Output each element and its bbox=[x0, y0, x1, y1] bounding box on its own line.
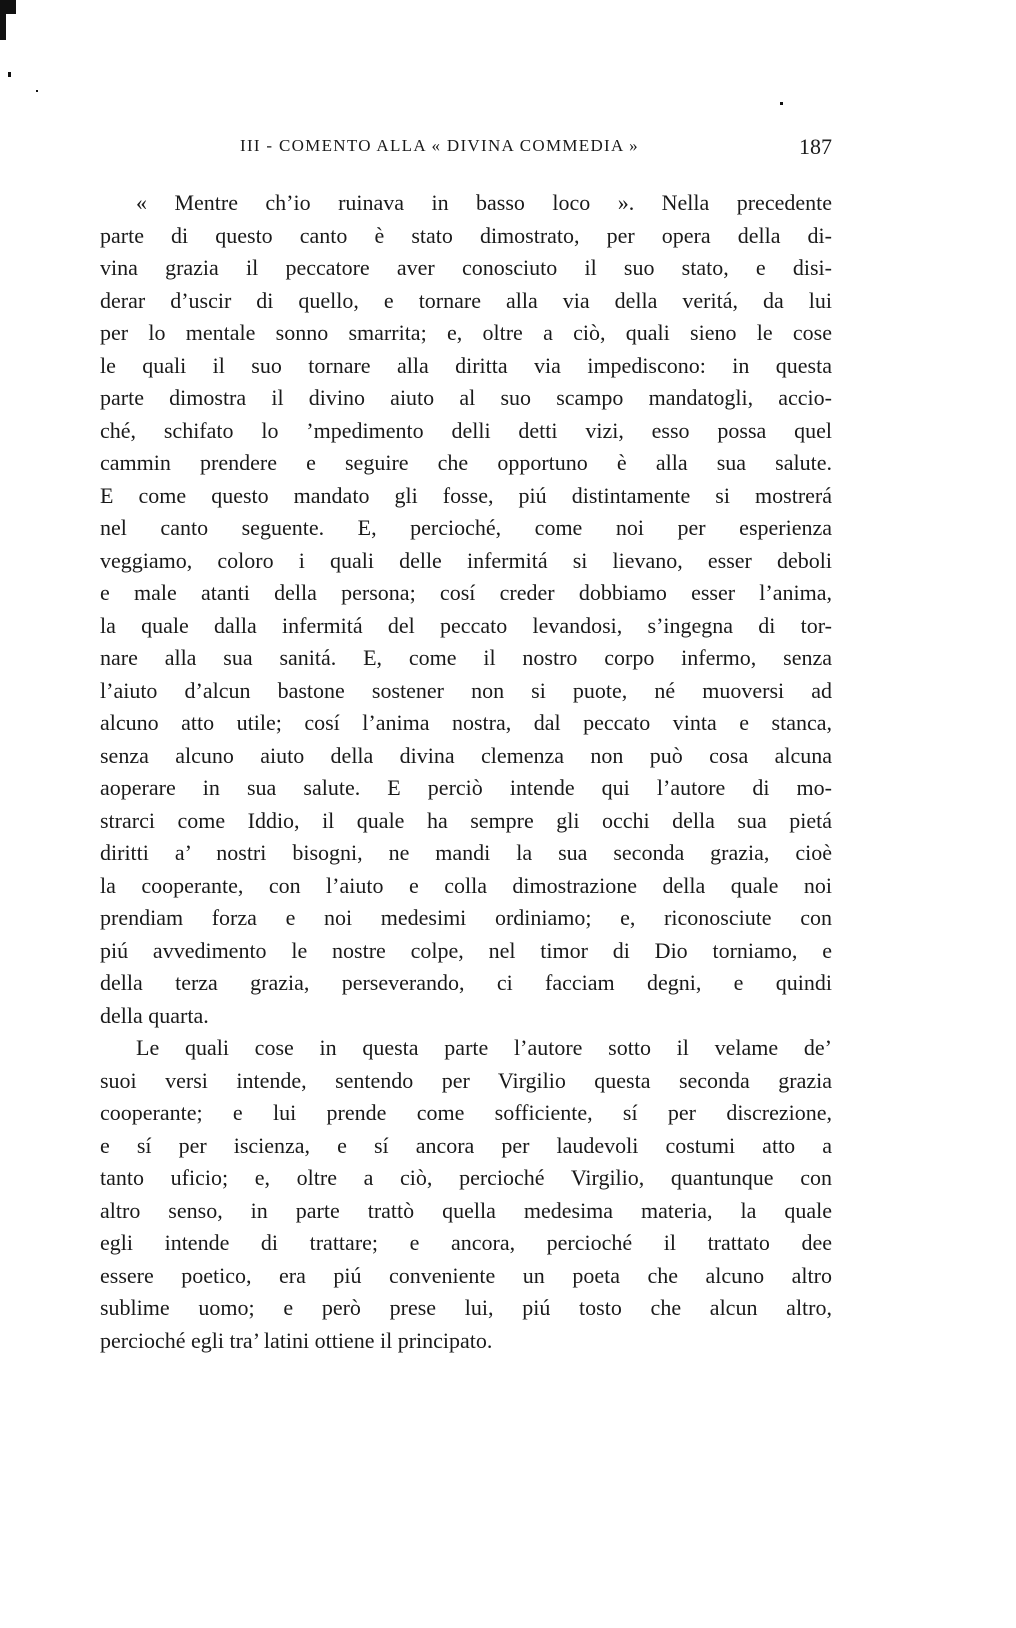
scan-artifact bbox=[36, 90, 38, 92]
text-line: aoperare in sua salute. E perciò intende qui l’autore di mo- bbox=[100, 775, 832, 800]
text-line: e male atanti della persona; cosí creder dobbiamo esser l’anima, bbox=[100, 580, 832, 605]
text-line: veggiamo, coloro i quali delle infermitá si lievano, esser deboli bbox=[100, 547, 832, 573]
page-number: 187 bbox=[799, 134, 832, 159]
text-line: percioché egli tra’ latini ottiene il principato. bbox=[100, 1327, 493, 1353]
text-line: tanto uficio; e, oltre a ciò, percioché Virgilio, quantunque con bbox=[100, 1165, 832, 1190]
text-line: prendiam forza e noi medesimi ordiniamo; e, riconosciute con bbox=[100, 905, 832, 930]
text-line: Le quali cose in questa parte l’autore sotto il velame de’ bbox=[136, 1035, 832, 1060]
running-title: III - COMENTO ALLA « DIVINA COMMEDIA » bbox=[240, 136, 639, 155]
text-line: l’aiuto d’alcun bastone sostener non si puote, né muoversi ad bbox=[100, 677, 832, 703]
text-line: suoi versi intende, sentendo per Virgilio questa seconda grazia bbox=[100, 1067, 832, 1093]
text-line: altro senso, in parte trattò quella medesima materia, la quale bbox=[100, 1197, 832, 1223]
text-line: piú avvedimento le nostre colpe, nel timor di Dio torniamo, e bbox=[100, 937, 832, 963]
text-line: egli intende di trattare; e ancora, percioché il trattato dee bbox=[100, 1230, 832, 1255]
text-line: nel canto seguente. E, percioché, come noi per esperienza bbox=[100, 515, 832, 540]
text-line: diritti a’ nostri bisogni, ne mandi la sua seconda grazia, cioè bbox=[100, 840, 832, 865]
text-line: senza alcuno aiuto della divina clemenza non può cosa alcuna bbox=[100, 742, 832, 768]
text-line: essere poetico, era piú conveniente un poeta che alcuno altro bbox=[100, 1262, 832, 1288]
text-line: alcuno atto utile; cosí l’anima nostra, dal peccato vinta e stanca, bbox=[100, 710, 832, 735]
text-line: della quarta. bbox=[100, 1002, 209, 1028]
text-line: la cooperante, con l’aiuto e colla dimostrazione della quale noi bbox=[100, 872, 832, 898]
text-line: e sí per iscienza, e sí ancora per laudevoli costumi atto a bbox=[100, 1132, 832, 1158]
text-line: cammin prendere e seguire che opportuno è alla sua salute. bbox=[100, 450, 832, 475]
text-line: vina grazia il peccatore aver conosciuto il suo stato, e disi- bbox=[100, 255, 832, 280]
text-line: nare alla sua sanitá. E, come il nostro corpo infermo, senza bbox=[100, 645, 832, 670]
text-line: parte di questo canto è stato dimostrato, per opera della di- bbox=[100, 222, 832, 248]
text-line: cooperante; e lui prende come sofficiente, sí per discrezione, bbox=[100, 1100, 832, 1125]
scan-artifact bbox=[8, 72, 11, 77]
text-line: strarci come Iddio, il quale ha sempre gli occhi della sua pietá bbox=[100, 807, 832, 833]
text-line: « Mentre ch’io ruinava in basso loco ». Nella precedente bbox=[136, 190, 832, 215]
body-text bbox=[100, 187, 832, 1357]
text-line: per lo mentale sonno smarrita; e, oltre a ciò, quali sieno le cose bbox=[100, 320, 832, 345]
text-line: ché, schifato lo ’mpedimento delli detti vizi, esso possa quel bbox=[100, 417, 832, 443]
text-line: derar d’uscir di quello, e tornare alla via della veritá, da lui bbox=[100, 287, 832, 313]
text-line: le quali il suo tornare alla diritta via impediscono: in questa bbox=[100, 352, 832, 378]
text-line: E come questo mandato gli fosse, piú distintamente si mostrerá bbox=[100, 482, 832, 508]
scan-artifact bbox=[780, 102, 783, 105]
text-line: parte dimostra il divino aiuto al suo scampo mandatogli, accio- bbox=[100, 385, 832, 410]
text-line: sublime uomo; e però prese lui, piú tosto che alcun altro, bbox=[100, 1295, 832, 1320]
scan-artifact bbox=[6, 0, 16, 14]
running-head bbox=[100, 136, 832, 162]
text-line: la quale dalla infermitá del peccato levandosi, s’ingegna di tor- bbox=[100, 612, 832, 638]
text-line: della terza grazia, perseverando, ci facciam degni, e quindi bbox=[100, 970, 832, 995]
